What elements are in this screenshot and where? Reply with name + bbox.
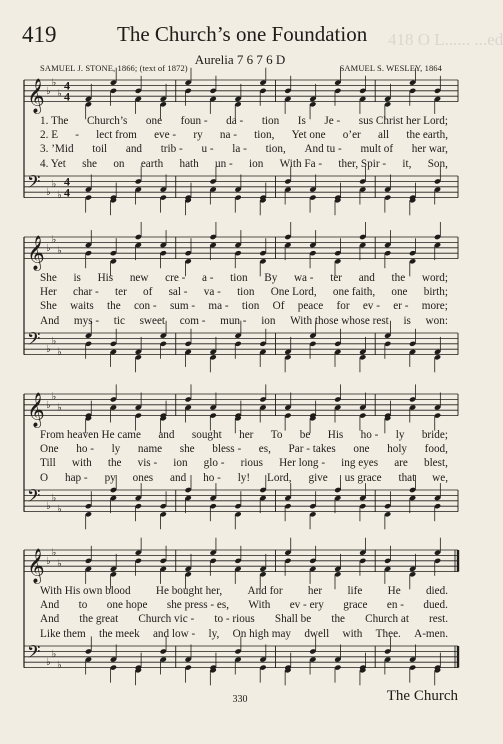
lyric-syllable: ion <box>173 457 188 470</box>
lyric-syllable: to - rious <box>214 613 255 626</box>
lyric-syllable: one <box>353 443 370 456</box>
lyric-syllable: ev - <box>362 300 380 313</box>
lyric-syllable: her <box>307 585 323 597</box>
lyric-syllable: the <box>391 272 406 284</box>
flat-sign-icon: ♭ <box>57 558 62 570</box>
lyric-syllable: and <box>358 272 375 284</box>
flat-sign-icon: ♭ <box>46 555 51 567</box>
lyric-syllable: us grace <box>344 471 382 484</box>
lyric-syllable: Son, <box>427 157 448 170</box>
lyric-syllable: With <box>248 599 271 612</box>
lyric-syllable: With those whose rest <box>290 314 389 327</box>
lyric-line <box>40 585 448 597</box>
lyric-syllable: one <box>391 286 408 299</box>
lyric-syllable: trib - <box>160 143 183 156</box>
lyric-syllable: Thee. <box>375 627 401 640</box>
lyric-syllable: con - <box>133 300 157 313</box>
lyric-syllable: ther, Spir - <box>338 157 387 170</box>
lyric-syllable: sought <box>191 429 222 441</box>
lyric-syllable: Church vic - <box>138 613 195 626</box>
lyric-syllable: ho - <box>360 429 379 441</box>
lyric-syllable: to <box>78 599 88 612</box>
lyric-syllable: the <box>107 300 121 313</box>
lyric-syllable: hap - <box>64 471 88 484</box>
lyric-syllable: earth <box>140 157 164 170</box>
lyric-syllable: holy <box>387 443 408 456</box>
lyric-syllable: lect from <box>96 129 137 142</box>
lyric-syllable: en - <box>386 599 404 612</box>
lyric-syllable: She <box>40 300 57 313</box>
lyric-line <box>40 628 448 640</box>
lyric-syllable: Her <box>40 286 57 299</box>
lyric-syllable: vis - <box>137 457 158 470</box>
lyric-syllable: one hope <box>106 599 148 612</box>
lyric-syllable: sum - <box>169 300 196 313</box>
lyric-syllable: the earth, <box>406 129 448 142</box>
lyric-syllable: To <box>270 429 283 441</box>
lyric-syllable: peace <box>297 300 324 313</box>
lyric-syllable: ly, <box>208 627 220 640</box>
lyric-syllable: and low - <box>152 627 196 640</box>
lyric-line <box>40 129 448 141</box>
lyric-syllable: Par - takes <box>288 443 336 456</box>
flat-sign-icon: ♭ <box>57 245 62 257</box>
lyric-line <box>40 158 448 170</box>
flat-sign-icon: ♭ <box>46 85 51 97</box>
lyric-syllable: ly! <box>237 471 251 484</box>
lyric-syllable: ly <box>395 429 405 441</box>
lyric-syllable: it, <box>402 157 412 170</box>
lyric-syllable: By <box>264 272 278 284</box>
bleed-through-text: 418 O L...... ...ed <box>388 30 503 49</box>
treble-clef-icon: 𝄞 <box>27 235 45 271</box>
lyric-syllable: u - <box>201 143 214 156</box>
lyric-line <box>40 613 448 625</box>
lyric-syllable: One <box>40 443 59 456</box>
lyric-syllable: Till <box>40 457 56 470</box>
lyric-syllable: life <box>347 585 363 597</box>
lyric-syllable: sweet <box>139 314 166 327</box>
lyric-syllable: Church’s <box>86 115 128 127</box>
lyric-syllable: be <box>299 429 311 441</box>
flat-sign-icon: ♭ <box>51 336 57 348</box>
lyric-syllable: py <box>104 471 116 484</box>
lyric-syllable: wa - <box>293 272 314 284</box>
lyric-syllable: more; <box>421 300 448 313</box>
lyric-syllable: mult of <box>360 143 394 156</box>
flat-sign-icon: ♭ <box>46 501 51 513</box>
lyric-syllable: 1. The <box>40 115 69 127</box>
lyric-line <box>40 272 448 284</box>
lyric-syllable: Of <box>272 300 285 313</box>
lyric-syllable: Her long - <box>279 457 326 470</box>
page-number: 330 <box>232 694 248 705</box>
lyric-syllable: eve - <box>154 129 177 142</box>
lyric-syllable: one faith, <box>332 286 376 299</box>
lyric-syllable: with <box>342 627 363 640</box>
lyric-syllable: ho - <box>76 443 94 456</box>
lyric-syllable: es, <box>258 443 271 456</box>
lyric-syllable: O <box>40 471 49 484</box>
lyric-syllable: tic <box>113 314 125 327</box>
lyric-syllable: Is <box>297 115 306 127</box>
lyric-syllable: she press - es, <box>166 599 229 612</box>
lyric-syllable: ter <box>115 286 127 299</box>
flat-sign-icon: ♭ <box>57 402 62 414</box>
treble-clef-icon: 𝄞 <box>27 392 45 428</box>
flat-sign-icon: ♭ <box>57 346 62 358</box>
flat-sign-icon: ♭ <box>46 187 51 199</box>
flat-sign-icon: ♭ <box>46 344 51 356</box>
lyric-syllable: ma - <box>208 300 229 313</box>
lyric-syllable: the great <box>79 613 119 626</box>
lyric-syllable: ry <box>193 129 203 142</box>
lyric-syllable: tion <box>241 300 260 313</box>
lyric-syllable: With Fa - <box>279 157 323 170</box>
lyric-syllable: da - <box>226 115 244 127</box>
lyric-syllable: tion, <box>265 143 286 156</box>
lyric-line <box>40 286 448 298</box>
lyric-syllable: ho - <box>203 471 221 484</box>
treble-clef-icon: 𝄞 <box>27 548 45 584</box>
tune-name: Aurelia 7 6 7 6 D <box>194 52 286 67</box>
lyric-line <box>40 143 448 155</box>
lyric-syllable: she <box>179 443 195 456</box>
time-signature: 4 <box>64 174 70 189</box>
words-credit: SAMUEL J. STONE, 1866; (text of 1872) <box>40 63 188 73</box>
lyric-syllable: 3. ’Mid <box>40 143 74 156</box>
lyric-line <box>40 443 448 455</box>
lyric-syllable: He bought her, <box>155 585 223 597</box>
lyric-syllable: on <box>113 157 125 170</box>
lyric-line <box>40 429 448 441</box>
time-signature: 4 <box>64 89 70 104</box>
lyric-syllable: for <box>336 300 350 313</box>
lyric-syllable: With His own blood <box>40 585 131 597</box>
lyric-syllable: His <box>97 272 114 284</box>
lyric-syllable: foun - <box>180 115 208 127</box>
lyric-syllable: won: <box>425 314 448 327</box>
lyric-syllable: mun - <box>220 314 247 327</box>
lyric-syllable: the <box>107 457 122 470</box>
lyric-syllable: food, <box>424 443 448 456</box>
lyric-syllable: char - <box>73 286 99 299</box>
lyric-syllable: of <box>143 286 153 299</box>
lyric-syllable: grace <box>343 599 368 612</box>
lyric-syllable: ing eyes <box>341 457 379 470</box>
flat-sign-icon: ♭ <box>51 547 57 559</box>
lyric-syllable: give <box>308 471 328 484</box>
lyric-syllable: er - <box>393 300 409 313</box>
lyric-syllable: that <box>398 471 416 484</box>
lyric-syllable: ion <box>261 314 276 327</box>
flat-sign-icon: ♭ <box>46 657 51 669</box>
lyric-line <box>40 457 448 469</box>
flat-sign-icon: ♭ <box>51 391 57 403</box>
lyric-syllable: Like them <box>40 627 86 640</box>
lyric-syllable: her <box>239 429 254 441</box>
lyric-line <box>40 115 448 127</box>
section-name: The Church <box>386 688 458 704</box>
lyric-syllable: all <box>377 129 390 142</box>
flat-sign-icon: ♭ <box>51 493 57 505</box>
lyric-syllable: - <box>75 129 79 142</box>
lyric-syllable: tion <box>237 286 255 299</box>
lyric-syllable: o’er <box>342 129 361 142</box>
lyric-syllable: ev - ery <box>289 599 324 612</box>
lyric-syllable: a - <box>201 272 214 284</box>
lyric-syllable: Shall be <box>274 613 312 626</box>
lyric-syllable: bless - <box>212 443 242 456</box>
flat-sign-icon: ♭ <box>46 399 51 411</box>
lyric-syllable: And <box>40 613 60 626</box>
lyric-syllable: tion <box>261 115 280 127</box>
lyric-syllable: and <box>170 471 187 484</box>
lyric-syllable: died. <box>425 585 448 597</box>
lyric-syllable: na - <box>219 129 237 142</box>
lyric-syllable: And for <box>247 585 283 597</box>
lyric-syllable: ion <box>249 157 264 170</box>
flat-sign-icon: ♭ <box>57 503 62 515</box>
lyric-line <box>40 472 448 484</box>
flat-sign-icon: ♭ <box>46 242 51 254</box>
lyric-syllable: birth; <box>423 286 448 299</box>
lyric-syllable: cre - <box>165 272 186 284</box>
flat-sign-icon: ♭ <box>57 189 62 201</box>
lyric-syllable: Yet one <box>291 129 326 142</box>
lyric-syllable: He <box>387 585 401 597</box>
bass-clef-icon: 𝄢 <box>27 642 41 666</box>
lyric-line <box>40 315 448 327</box>
lyric-syllable: waits <box>70 300 94 313</box>
flat-sign-icon: ♭ <box>51 649 57 661</box>
lyric-syllable: toil <box>92 143 108 156</box>
lyric-syllable: new <box>129 272 149 284</box>
lyric-syllable: and <box>125 143 143 156</box>
bass-clef-icon: 𝄢 <box>27 329 41 353</box>
flat-sign-icon: ♭ <box>51 234 57 246</box>
flat-sign-icon: ♭ <box>57 88 62 100</box>
lyric-syllable: One Lord, <box>270 286 317 299</box>
lyric-syllable: ones <box>132 471 154 484</box>
lyric-syllable: sal - <box>168 286 188 299</box>
lyric-syllable: A-men. <box>414 627 448 640</box>
lyric-syllable: On high may <box>232 627 292 640</box>
lyric-syllable: the meek <box>98 627 140 640</box>
lyric-syllable: she <box>82 157 98 170</box>
lyric-syllable: dwell <box>304 627 330 640</box>
lyric-syllable: And <box>40 599 60 612</box>
lyric-syllable: His <box>327 429 344 441</box>
bass-clef-icon: 𝄢 <box>27 486 41 510</box>
lyric-syllable: are <box>394 457 408 470</box>
lyric-syllable: and <box>158 429 175 441</box>
flat-sign-icon: ♭ <box>51 77 57 89</box>
lyric-syllable: rious <box>240 457 263 470</box>
lyric-syllable: Church at <box>365 613 409 626</box>
lyric-syllable: her war, <box>411 143 448 156</box>
lyric-syllable: She <box>40 272 57 284</box>
lyric-syllable: And <box>40 314 60 327</box>
time-signature: 4 <box>64 78 70 93</box>
lyric-syllable: hath <box>179 157 199 170</box>
lyric-syllable: is <box>73 272 81 284</box>
lyric-syllable: va - <box>203 286 221 299</box>
lyric-syllable: dued. <box>423 599 448 612</box>
lyric-syllable: ly <box>111 443 121 456</box>
lyric-syllable: word; <box>421 272 448 284</box>
lyric-syllable: 2. E <box>40 129 59 142</box>
lyric-syllable: bride; <box>421 429 448 441</box>
lyric-line <box>40 599 448 611</box>
hymn-number: 419 <box>22 22 57 47</box>
lyric-syllable: mys - <box>73 314 100 327</box>
lyric-syllable: tion, <box>254 129 275 142</box>
music-credit: SAMUEL S. WESLEY, 1864 <box>339 63 442 73</box>
lyric-syllable: we, <box>432 471 448 484</box>
lyric-syllable: com - <box>179 314 206 327</box>
flat-sign-icon: ♭ <box>57 659 62 671</box>
lyric-syllable: one <box>145 115 163 127</box>
lyric-syllable: with <box>71 457 92 470</box>
lyric-syllable: Je - <box>324 115 341 127</box>
time-signature: 4 <box>64 185 70 200</box>
lyric-syllable: rest. <box>429 613 448 626</box>
treble-clef-icon: 𝄞 <box>27 78 45 114</box>
hymn-title: The Church’s one Foundation <box>117 22 368 46</box>
lyric-syllable: la - <box>232 143 247 156</box>
bass-clef-icon: 𝄢 <box>27 172 41 196</box>
lyric-syllable: name <box>137 443 163 456</box>
lyric-syllable: tion <box>230 272 248 284</box>
flat-sign-icon: ♭ <box>51 179 57 191</box>
lyric-syllable: glo - <box>203 457 225 470</box>
lyric-syllable: is <box>403 314 411 327</box>
lyric-syllable: From heaven He came <box>40 429 141 441</box>
lyric-line <box>40 300 448 312</box>
lyric-syllable: Lord, <box>267 471 292 484</box>
lyric-syllable: ter <box>330 272 343 284</box>
lyric-syllable: blest, <box>423 457 448 470</box>
lyric-syllable: un - <box>215 157 233 170</box>
lyric-syllable: sus Christ her Lord; <box>358 115 448 127</box>
lyric-syllable: And tu - <box>304 143 342 156</box>
lyric-syllable: 4. Yet <box>40 157 66 170</box>
lyric-syllable: the <box>331 613 346 626</box>
